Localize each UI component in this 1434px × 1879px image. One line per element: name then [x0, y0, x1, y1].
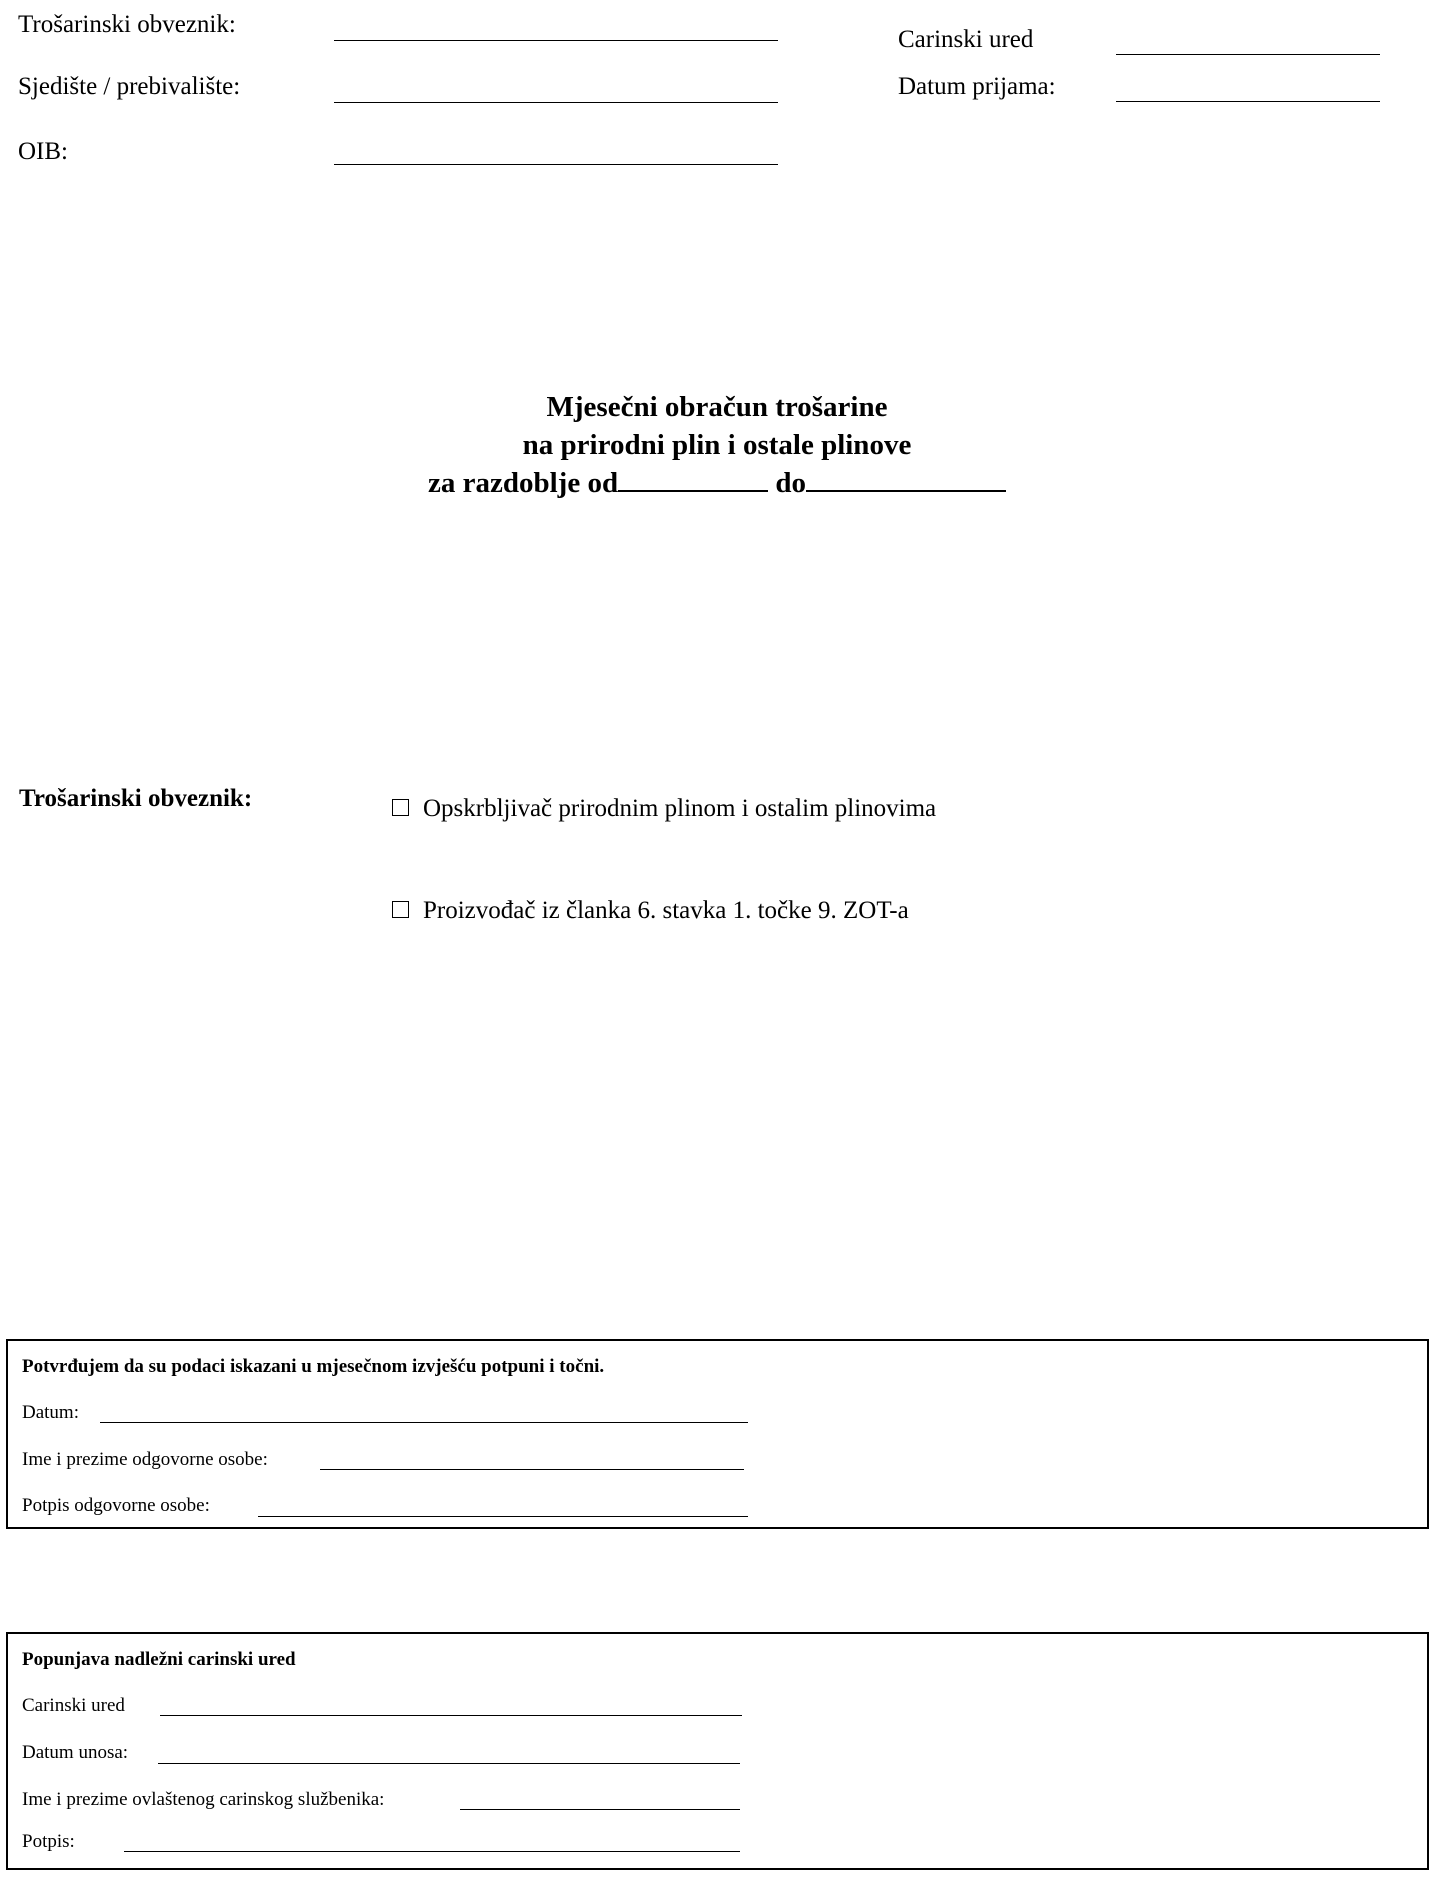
carinski-ured-label: Carinski ured: [898, 26, 1034, 53]
option-opskrbljivac[interactable]: [392, 794, 936, 824]
office-potpis-label: Potpis:: [22, 1831, 75, 1852]
potpis-odgovorne-field[interactable]: [258, 1516, 748, 1517]
datum-unosa-label: Datum unosa:: [22, 1742, 129, 1763]
opskrbljivac-checkbox[interactable]: [392, 799, 409, 816]
trosarinski-obveznik-field[interactable]: [334, 40, 778, 41]
customs-office-heading: Popunjava nadležni carinski ured: [22, 1649, 296, 1670]
oib-label: OIB:: [18, 138, 68, 165]
customs-office-box: [6, 1632, 1429, 1870]
form-title-period: [0, 464, 1434, 502]
odgovorna-osoba-label: Ime i prezime odgovorne osobe:: [22, 1449, 268, 1470]
option-proizvodac[interactable]: [392, 896, 909, 926]
sluzbenik-field[interactable]: [460, 1809, 740, 1810]
confirmation-datum-field[interactable]: [100, 1422, 748, 1423]
form-title-line-2: na prirodni plin i ostale plinove: [522, 429, 912, 461]
odgovorna-osoba-field[interactable]: [320, 1469, 744, 1470]
datum-prijama-label: Datum prijama:: [898, 73, 1056, 100]
office-carinski-ured-label: Carinski ured: [22, 1695, 125, 1716]
carinski-ured-field[interactable]: [1116, 54, 1380, 55]
datum-prijama-field[interactable]: [1116, 101, 1380, 102]
form-title-line-1: Mjesečni obračun trošarine: [546, 391, 888, 423]
confirmation-heading: Potvrđujem da su podaci iskazani u mjesečnom izvješću potpuni i točni.: [22, 1356, 605, 1377]
potpis-odgovorne-label: Potpis odgovorne osobe:: [22, 1495, 210, 1516]
sjediste-field[interactable]: [334, 102, 778, 103]
period-from-field[interactable]: [618, 489, 768, 492]
obveznik-type-label: Trošarinski obveznik:: [19, 785, 253, 812]
period-to-field[interactable]: [806, 489, 1006, 492]
sluzbenik-label: Ime i prezime ovlaštenog carinskog službenika:: [22, 1789, 385, 1810]
confirmation-datum-label: Datum:: [22, 1402, 79, 1423]
proizvodac-label: Proizvođač iz članka 6. stavka 1. točke 9. ZOT-a: [423, 897, 909, 924]
proizvodac-checkbox[interactable]: [392, 901, 409, 918]
confirmation-box: [6, 1339, 1429, 1529]
oib-field[interactable]: [334, 164, 778, 165]
trosarinski-obveznik-label: Trošarinski obveznik:: [18, 11, 236, 38]
office-potpis-field[interactable]: [124, 1851, 740, 1852]
period-prefix: za razdoblje od: [428, 467, 619, 499]
sjediste-label: Sjedište / prebivalište:: [18, 73, 241, 100]
period-middle: do: [768, 467, 806, 499]
datum-unosa-field[interactable]: [158, 1763, 740, 1764]
opskrbljivac-label: Opskrbljivač prirodnim plinom i ostalim plinovima: [423, 795, 937, 822]
office-carinski-ured-field[interactable]: [160, 1715, 742, 1716]
